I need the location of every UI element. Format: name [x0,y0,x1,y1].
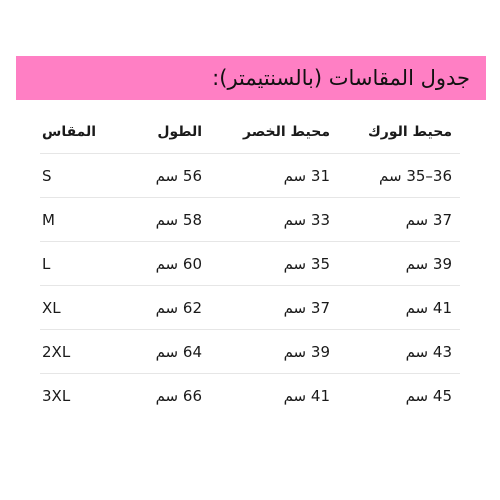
page-title: جدول المقاسات (بالسنتيمتر): [212,66,470,90]
cell-length: 56 سم [155,167,202,185]
table-header-row [40,110,460,154]
cell-size: M [42,211,55,229]
cell-waist: 33 سم [283,211,330,229]
header-size: المقاس [42,124,97,140]
cell-length: 58 سم [155,211,202,229]
cell-waist: 39 سم [283,343,330,361]
title-bar [16,56,486,100]
cell-size: L [42,255,51,273]
cell-waist: 37 سم [283,299,330,317]
cell-length: 64 سم [155,343,202,361]
size-table [40,110,460,420]
cell-hip: 45 سم [405,387,452,405]
header-length: الطول [157,124,202,140]
cell-hip: 37 سم [405,211,452,229]
cell-waist: 31 سم [283,167,330,185]
cell-hip: 36–35 سم [378,167,452,185]
table-row [40,286,460,330]
cell-length: 62 سم [155,299,202,317]
cell-size: S [42,167,52,185]
header-hip: محيط الورك [367,124,452,140]
cell-waist: 35 سم [283,255,330,273]
header-waist: محيط الخصر [243,124,330,140]
table-row [40,330,460,374]
table-row [40,242,460,286]
cell-size: XL [42,299,61,317]
cell-length: 60 سم [155,255,202,273]
table-row [40,198,460,242]
cell-size: 2XL [42,343,71,361]
table-row [40,374,460,418]
cell-length: 66 سم [155,387,202,405]
cell-hip: 43 سم [405,343,452,361]
cell-hip: 41 سم [405,299,452,317]
cell-waist: 41 سم [283,387,330,405]
cell-hip: 39 سم [405,255,452,273]
table-row [40,154,460,198]
cell-size: 3XL [42,387,71,405]
